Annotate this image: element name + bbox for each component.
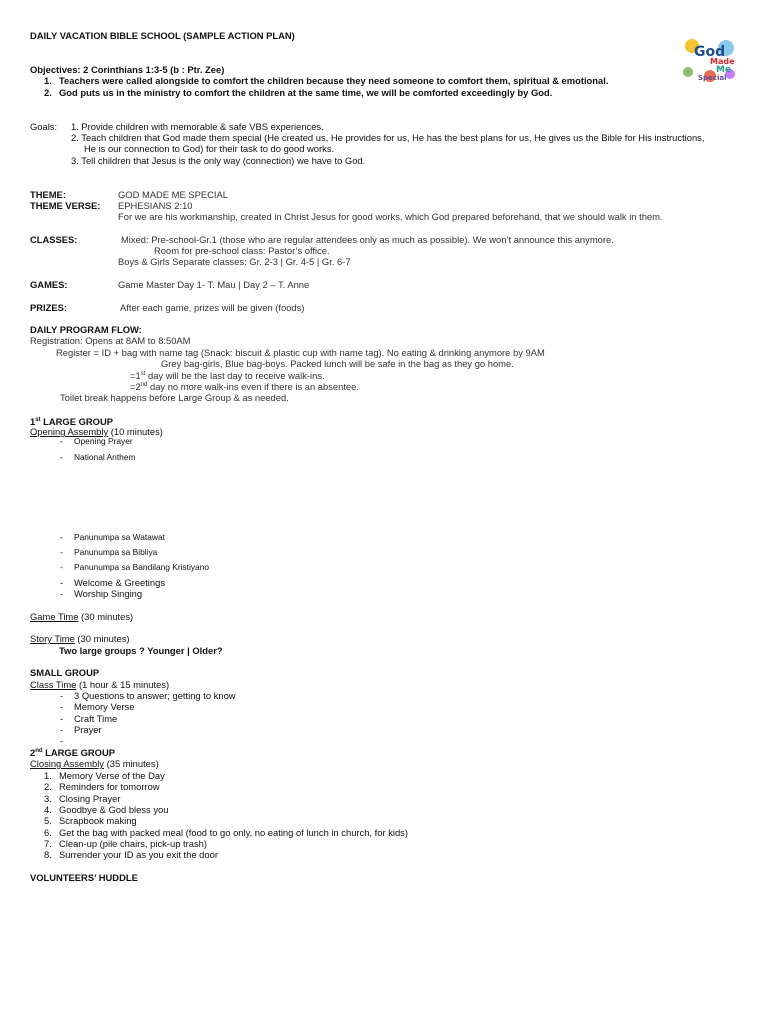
- closing-item: Get the bag with packed meal (food to go only, no eating of lunch in church, for kids): [59, 827, 408, 838]
- objectives-heading: Objectives: 2 Corinthians 1:3-5 (b : Ptr. Zee): [30, 64, 225, 75]
- svg-text:God: God: [694, 44, 726, 60]
- closing-item: Goodbye & God bless you: [59, 804, 169, 815]
- games-value: Game Master Day 1- T. Mau | Day 2 – T. Anne: [118, 279, 310, 290]
- svg-text:Made: Made: [710, 57, 735, 66]
- closing-item: Memory Verse of the Day: [59, 770, 165, 781]
- class-time-item: Craft Time: [74, 713, 118, 724]
- theme-verse-label: THEME VERSE:: [30, 200, 101, 211]
- goal-item: 3. Tell children that Jesus is the only way (connection) we have to God.: [71, 155, 366, 166]
- opening-item: Panunumpa sa Bandilang Kristiyano: [74, 562, 210, 572]
- classes-label: CLASSES:: [30, 234, 78, 245]
- story-time: Story Time (30 minutes): [30, 633, 130, 644]
- closing-item: Closing Prayer: [59, 793, 121, 804]
- bag-colors: Grey bag-girls, Blue bag-boys. Packed lunch will be safe in the bag as they go home.: [161, 358, 514, 369]
- goals-label: Goals:: [30, 121, 58, 132]
- large-group-1-heading: 1st LARGE GROUP: [30, 416, 113, 428]
- toilet-break-note: Toilet break happens before Large Group & as needed.: [60, 392, 289, 403]
- closing-assembly: Closing Assembly (35 minutes): [30, 758, 159, 769]
- large-group-2-heading: 2nd LARGE GROUP: [30, 747, 115, 759]
- games-label: GAMES:: [30, 279, 68, 290]
- objective-number-1: 1.: [44, 75, 52, 86]
- goal-item: 1. Provide children with memorable & safe VBS experiences.: [71, 121, 324, 132]
- objective-item: God puts us in the ministry to comfort the children at the same time, we will be comforted exceedingly by God.: [59, 87, 553, 98]
- prizes-value: After each game, prizes will be given (foods): [120, 302, 305, 313]
- goal-item: 2. Teach children that God made them special (He created us, He provides for us, He has the best plans for us, He gives us the Bible for His instructions,: [71, 132, 705, 143]
- god-made-me-special-logo: [680, 36, 738, 84]
- class-time-item: Memory Verse: [74, 701, 135, 712]
- class-time-item: 3 Questions to answer; getting to know: [74, 690, 236, 701]
- opening-item: Panunumpa sa Watawat: [74, 532, 165, 542]
- day2-walkin-note: =2nd day no more walk-ins even if there is an absentee.: [130, 381, 359, 393]
- day1-walkin-note: =1st day will be the last day to receive walk-ins.: [130, 370, 325, 382]
- opening-item: Opening Prayer: [74, 436, 133, 446]
- opening-assembly: Opening Assembly (10 minutes): [30, 426, 163, 437]
- svg-text:Special: Special: [698, 74, 727, 82]
- theme-label: THEME:: [30, 189, 66, 200]
- document-title: DAILY VACATION BIBLE SCHOOL (SAMPLE ACTION PLAN): [30, 30, 295, 41]
- theme-value: GOD MADE ME SPECIAL: [118, 189, 228, 200]
- classes-room: Room for pre-school class: Pastor’s office.: [154, 245, 330, 256]
- closing-item: Clean-up (pile chairs, pick-up trash): [59, 838, 207, 849]
- opening-item: National Anthem: [74, 452, 136, 462]
- objective-number-2: 2.: [44, 87, 52, 98]
- volunteers-huddle-heading: VOLUNTEERS’ HUDDLE: [30, 872, 138, 883]
- story-time-note: Two large groups ? Younger | Older?: [59, 645, 223, 656]
- classes-separate: Boys & Girls Separate classes: Gr. 2-3 | Gr. 4-5 | Gr. 6-7: [118, 256, 351, 267]
- class-time-item: Prayer: [74, 724, 102, 735]
- prizes-label: PRIZES:: [30, 302, 67, 313]
- opening-item: Worship Singing: [74, 588, 143, 599]
- small-group-heading: SMALL GROUP: [30, 667, 100, 678]
- goal-item-continued: He is our connection to God) for their task to do good works.: [84, 143, 335, 154]
- closing-item: Surrender your ID as you exit the door: [59, 849, 218, 860]
- program-flow-heading: DAILY PROGRAM FLOW:: [30, 324, 142, 335]
- class-time: Class Time (1 hour & 15 minutes): [30, 679, 170, 690]
- svg-text:Me: Me: [716, 65, 732, 75]
- register-requirements: Register = ID + bag with name tag (Snack: biscuit & plastic cup with name tag). No eating & drinking anymore by 9AM: [56, 347, 545, 358]
- closing-item: Scrapbook making: [59, 815, 137, 826]
- registration-hours: Registration: Opens at 8AM to 8:50AM: [30, 335, 191, 346]
- theme-verse-reference: EPHESIANS 2:10: [118, 200, 193, 211]
- game-time: Game Time (30 minutes): [30, 611, 134, 622]
- objective-item: Teachers were called alongside to comfort the children because they need someone to comfort them, spiritual & emotional.: [59, 75, 609, 86]
- classes-mixed: Mixed: Pre-school-Gr.1 (those who are regular attendees only as much as possible). We won’t announce this anymore.: [121, 234, 614, 245]
- opening-item: Welcome & Greetings: [74, 577, 166, 588]
- opening-item: Panunumpa sa Bibliya: [74, 547, 158, 557]
- closing-item: Reminders for tomorrow: [59, 781, 160, 792]
- theme-verse-text: For we are his workmanship, created in Christ Jesus for good works, which God prepared beforehand, that we should walk in them.: [118, 211, 663, 222]
